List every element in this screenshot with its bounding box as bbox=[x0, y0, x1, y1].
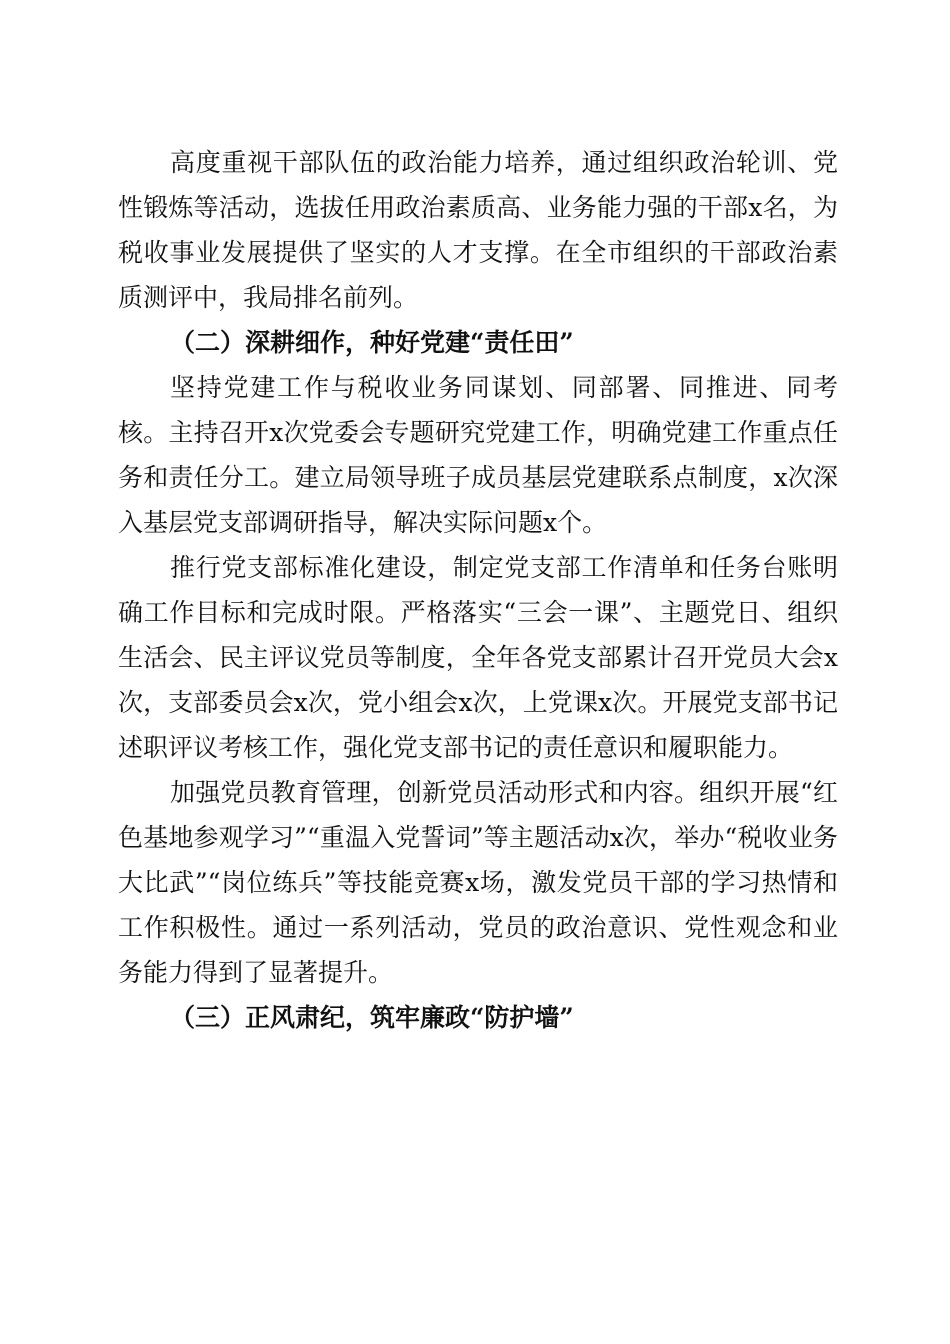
paragraph-branch-standardization: 推行党支部标准化建设，制定党支部工作清单和任务台账明确工作目标和完成时限。严格落实“三会一课”、主题党日、组织生活会、民主评议党员等制度，全年各党支部累计召开党员大会x次，支部委员会x次，党小组会x次，上党课x次。开展党支部书记述职评议考核工作，强化党支部书记的责任意识和履职能力。 bbox=[118, 553, 838, 762]
paragraph-member-education: 加强党员教育管理，创新党员活动形式和内容。组织开展“红色基地参观学习”“重温入党誓词”等主题活动x次，举办“税收业务大比武”“岗位练兵”等技能竞赛x场，激发党员干部的学习热情和工作积极性。通过一系列活动，党员的政治意识、党性观念和业务能力得到了显著提升。 bbox=[118, 778, 838, 987]
document-body bbox=[118, 140, 838, 1040]
paragraph-cadre-training: 高度重视干部队伍的政治能力培养，通过组织政治轮训、党性锻炼等活动，选拔任用政治素质高、业务能力强的干部x名，为税收事业发展提供了坚实的人才支撑。在全市组织的干部政治素质测评中，我局排名前列。 bbox=[118, 148, 838, 312]
section-heading-2: （二）深耕细作，种好党建“责任田” bbox=[170, 328, 574, 357]
section-heading-3: （三）正风肃纪，筑牢廉政“防护墙” bbox=[170, 1003, 574, 1032]
paragraph-party-building-responsibility: 坚持党建工作与税收业务同谋划、同部署、同推进、同考核。主持召开x次党委会专题研究党建工作，明确党建工作重点任务和责任分工。建立局领导班子成员基层党建联系点制度，x次深入基层党支部调研指导，解决实际问题x个。 bbox=[118, 373, 838, 537]
